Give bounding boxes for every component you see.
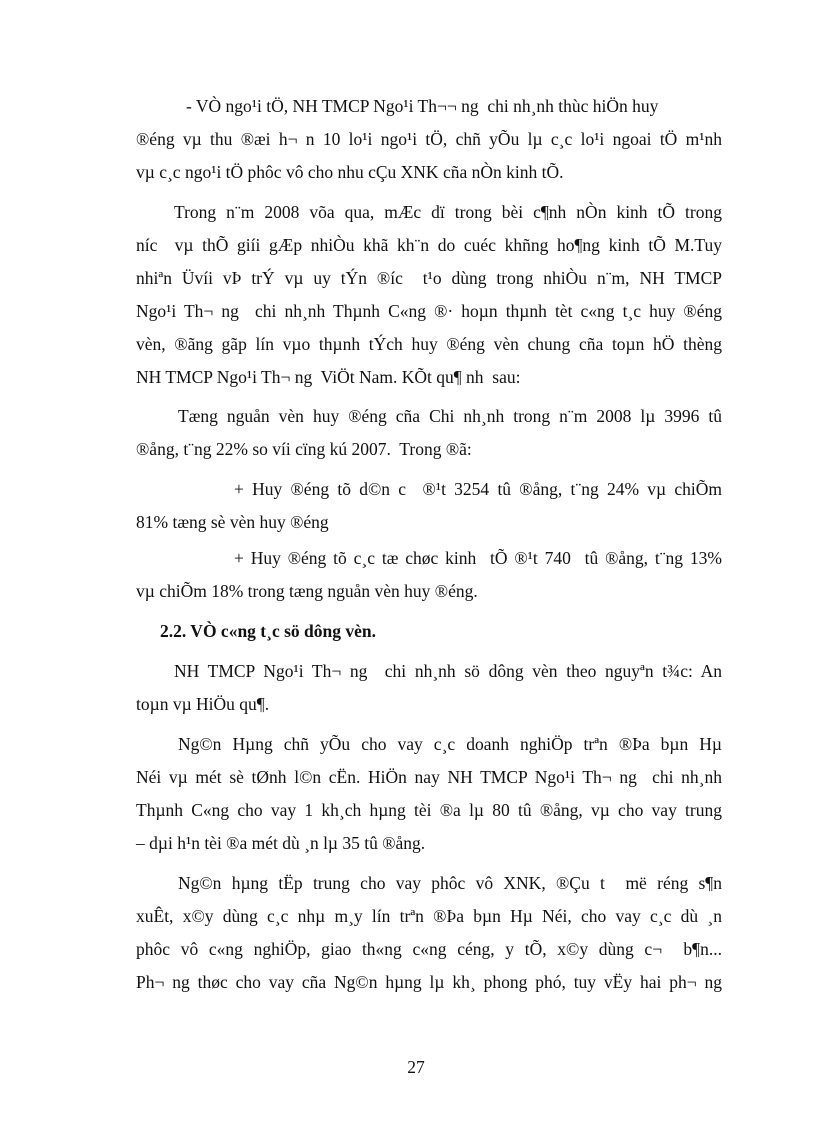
text-line: vèn, ®ãng gãp lín vµo thµnh tÝch huy ®éng vèn chung cña toµn hÖ thèng (136, 334, 722, 354)
text-line: níc vµ thÕ giíi gÆp nhiÒu khã kh¨n do cuéc khñng ho¶ng kinh tÕ M.Tuy (136, 235, 722, 255)
text-line: + Huy ®éng tõ c¸c tæ chøc kinh tÕ ®¹t 740 tû ®ång, t¨ng 13% (234, 548, 722, 568)
text-line: vµ c¸c ngo¹i tÖ phôc vô cho nhu cÇu XNK cña nÒn kinh tÕ. (136, 162, 564, 182)
text-line: + Huy ®éng tõ d©n c ®¹t 3254 tû ®ång, t¨ng 24% vµ chiÕm (234, 479, 722, 499)
text-line: Ngo¹i Th¬ ng chi nh¸nh Thµnh C«ng ®· hoµn thµnh tèt c«ng t¸c huy ®éng (136, 301, 722, 321)
page-number: 27 (407, 1057, 425, 1077)
text-line: toµn vµ HiÖu qu¶. (136, 694, 270, 714)
text-line: NH TMCP Ngo¹i Th¬ ng ViÖt Nam. KÕt qu¶ nh sau: (136, 367, 521, 387)
text-line: Ng©n Hµng chñ yÕu cho vay c¸c doanh nghiÖp trªn ®Þa bµn Hµ (178, 734, 722, 754)
text-line: – dµi h¹n tèi ®a mét dù ¸n lµ 35 tû ®ång. (136, 833, 426, 853)
text-line: - VÒ ngo¹i tÖ, NH TMCP Ngo¹i Th¬¬ ng chi nh¸nh thùc hiÖn huy (186, 96, 659, 116)
text-line: NH TMCP Ngo¹i Th¬ ng chi nh¸nh sö dông vèn theo nguyªn t¾c: An (174, 661, 722, 681)
text-line: vµ chiÕm 18% trong tæng nguån vèn huy ®éng. (136, 581, 478, 601)
text-line: Ph¬ ng thøc cho vay cña Ng©n hµng lµ kh¸ phong phó, tuy vËy hai ph¬ ng (136, 972, 722, 992)
text-line: Tæng nguån vèn huy ®éng cña Chi nh¸nh trong n¨m 2008 lµ 3996 tû (178, 406, 722, 426)
text-line: xuÊt, x©y dùng c¸c nhµ m¸y lín trªn ®Þa bµn Hµ Néi, cho vay c¸c dù ¸n (136, 906, 722, 926)
text-line: Trong n¨m 2008 võa qua, mÆc dï trong bèi c¶nh nÒn kinh tÕ trong (174, 202, 722, 222)
text-line: Néi vµ mét sè tØnh l©n cËn. HiÖn nay NH TMCP Ngo¹i Th¬ ng chi nh¸nh (136, 767, 722, 787)
text-line: ®ång, t¨ng 22% so víi cïng kú 2007. Trong ®ã: (136, 439, 472, 459)
text-line: 81% tæng sè vèn huy ®éng (136, 512, 329, 532)
text-line: Ng©n hµng tËp trung cho vay phôc vô XNK, ®Çu t më réng s¶n (178, 873, 722, 893)
text-line: phôc vô c«ng nghiÖp, giao th«ng c«ng céng, y tÕ, x©y dùng c¬ b¶n... (136, 939, 722, 959)
section-heading: 2.2. VÒ c«ng t¸c sö dông vèn. (160, 621, 377, 641)
text-line: Thµnh C«ng cho vay 1 kh¸ch hµng tèi ®a lµ 80 tû ®ång, vµ cho vay trung (136, 800, 722, 820)
text-line: ®éng vµ thu ®æi h¬ n 10 lo¹i ngo¹i tÖ, chñ yÕu lµ c¸c lo¹i ngoai tÖ m¹nh (136, 129, 722, 149)
text-line: nhiªn Üvíi vÞ trÝ vµ uy tÝn ®íc t¹o dùng trong nhiÒu n¨m, NH TMCP (136, 268, 722, 288)
